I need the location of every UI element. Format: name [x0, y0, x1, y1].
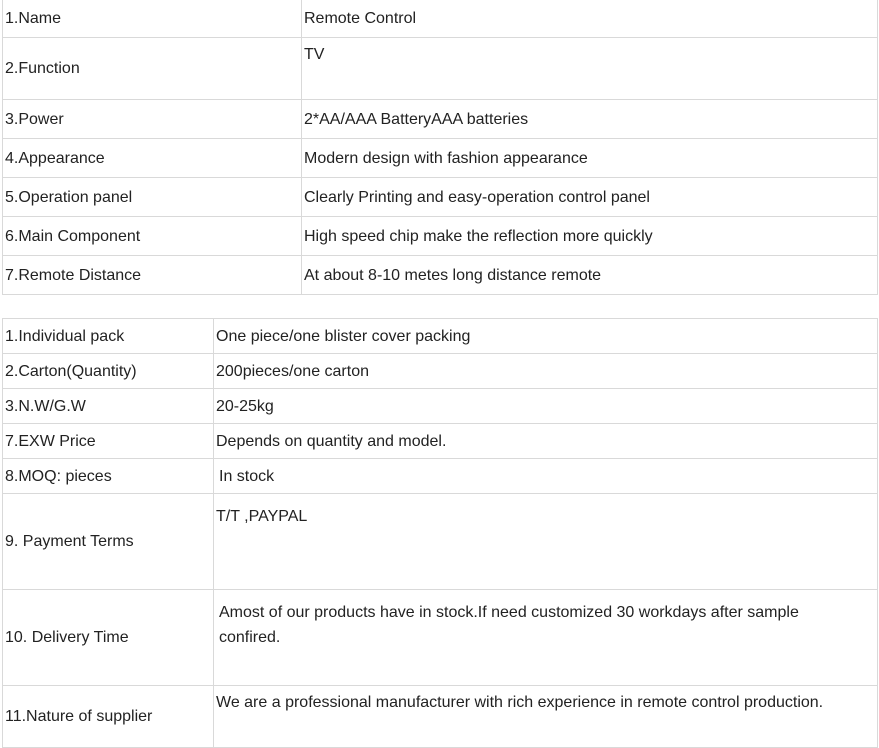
spec-value-remote-distance: At about 8-10 metes long distance remote	[302, 256, 878, 295]
pack-value-nature-of-supplier: We are a professional manufacturer with rich experience in remote control production.	[214, 686, 878, 748]
pack-value-carton: 200pieces/one carton	[214, 354, 878, 389]
spec-value-main-component: High speed chip make the reflection more quickly	[302, 217, 878, 256]
table-row	[3, 424, 878, 459]
table-row	[3, 217, 878, 256]
spec-label-function: 2.Function	[3, 38, 302, 100]
pack-value-delivery-time: Amost of our products have in stock.If need customized 30 workdays after sample confired.	[214, 590, 878, 686]
product-spec-table	[2, 0, 878, 295]
pack-label-weight: 3.N.W/G.W	[3, 389, 214, 424]
table-row	[3, 178, 878, 217]
table-row	[3, 590, 878, 686]
spec-value-function: TV	[302, 38, 878, 100]
spec-value-name: Remote Control	[302, 0, 878, 38]
pack-label-payment-terms: 9. Payment Terms	[3, 494, 214, 590]
pack-value-exw-price: Depends on quantity and model.	[214, 424, 878, 459]
spec-value-power: 2*AA/AAA BatteryAAA batteries	[302, 100, 878, 139]
table-row	[3, 256, 878, 295]
pack-label-moq: 8.MOQ: pieces	[3, 459, 214, 494]
pack-label-exw-price: 7.EXW Price	[3, 424, 214, 459]
table-row	[3, 354, 878, 389]
spec-label-main-component: 6.Main Component	[3, 217, 302, 256]
pack-label-carton: 2.Carton(Quantity)	[3, 354, 214, 389]
packing-terms-table	[2, 318, 878, 748]
spec-label-appearance: 4.Appearance	[3, 139, 302, 178]
spec-value-appearance: Modern design with fashion appearance	[302, 139, 878, 178]
pack-value-individual-pack: One piece/one blister cover packing	[214, 319, 878, 354]
table-row	[3, 319, 878, 354]
pack-value-payment-terms: T/T ,PAYPAL	[214, 494, 878, 590]
table-row	[3, 494, 878, 590]
spec-label-operation-panel: 5.Operation panel	[3, 178, 302, 217]
table-row	[3, 139, 878, 178]
table-row	[3, 0, 878, 38]
table-row	[3, 389, 878, 424]
spec-label-remote-distance: 7.Remote Distance	[3, 256, 302, 295]
spec-label-name: 1.Name	[3, 0, 302, 38]
pack-value-weight: 20-25kg	[214, 389, 878, 424]
pack-label-delivery-time: 10. Delivery Time	[3, 590, 214, 686]
pack-value-moq: In stock	[214, 459, 878, 494]
table-row	[3, 100, 878, 139]
table-row	[3, 459, 878, 494]
table-row	[3, 686, 878, 748]
spec-value-operation-panel: Clearly Printing and easy-operation control panel	[302, 178, 878, 217]
pack-label-individual-pack: 1.Individual pack	[3, 319, 214, 354]
table-row	[3, 38, 878, 100]
spec-label-power: 3.Power	[3, 100, 302, 139]
pack-label-nature-of-supplier: 11.Nature of supplier	[3, 686, 214, 748]
